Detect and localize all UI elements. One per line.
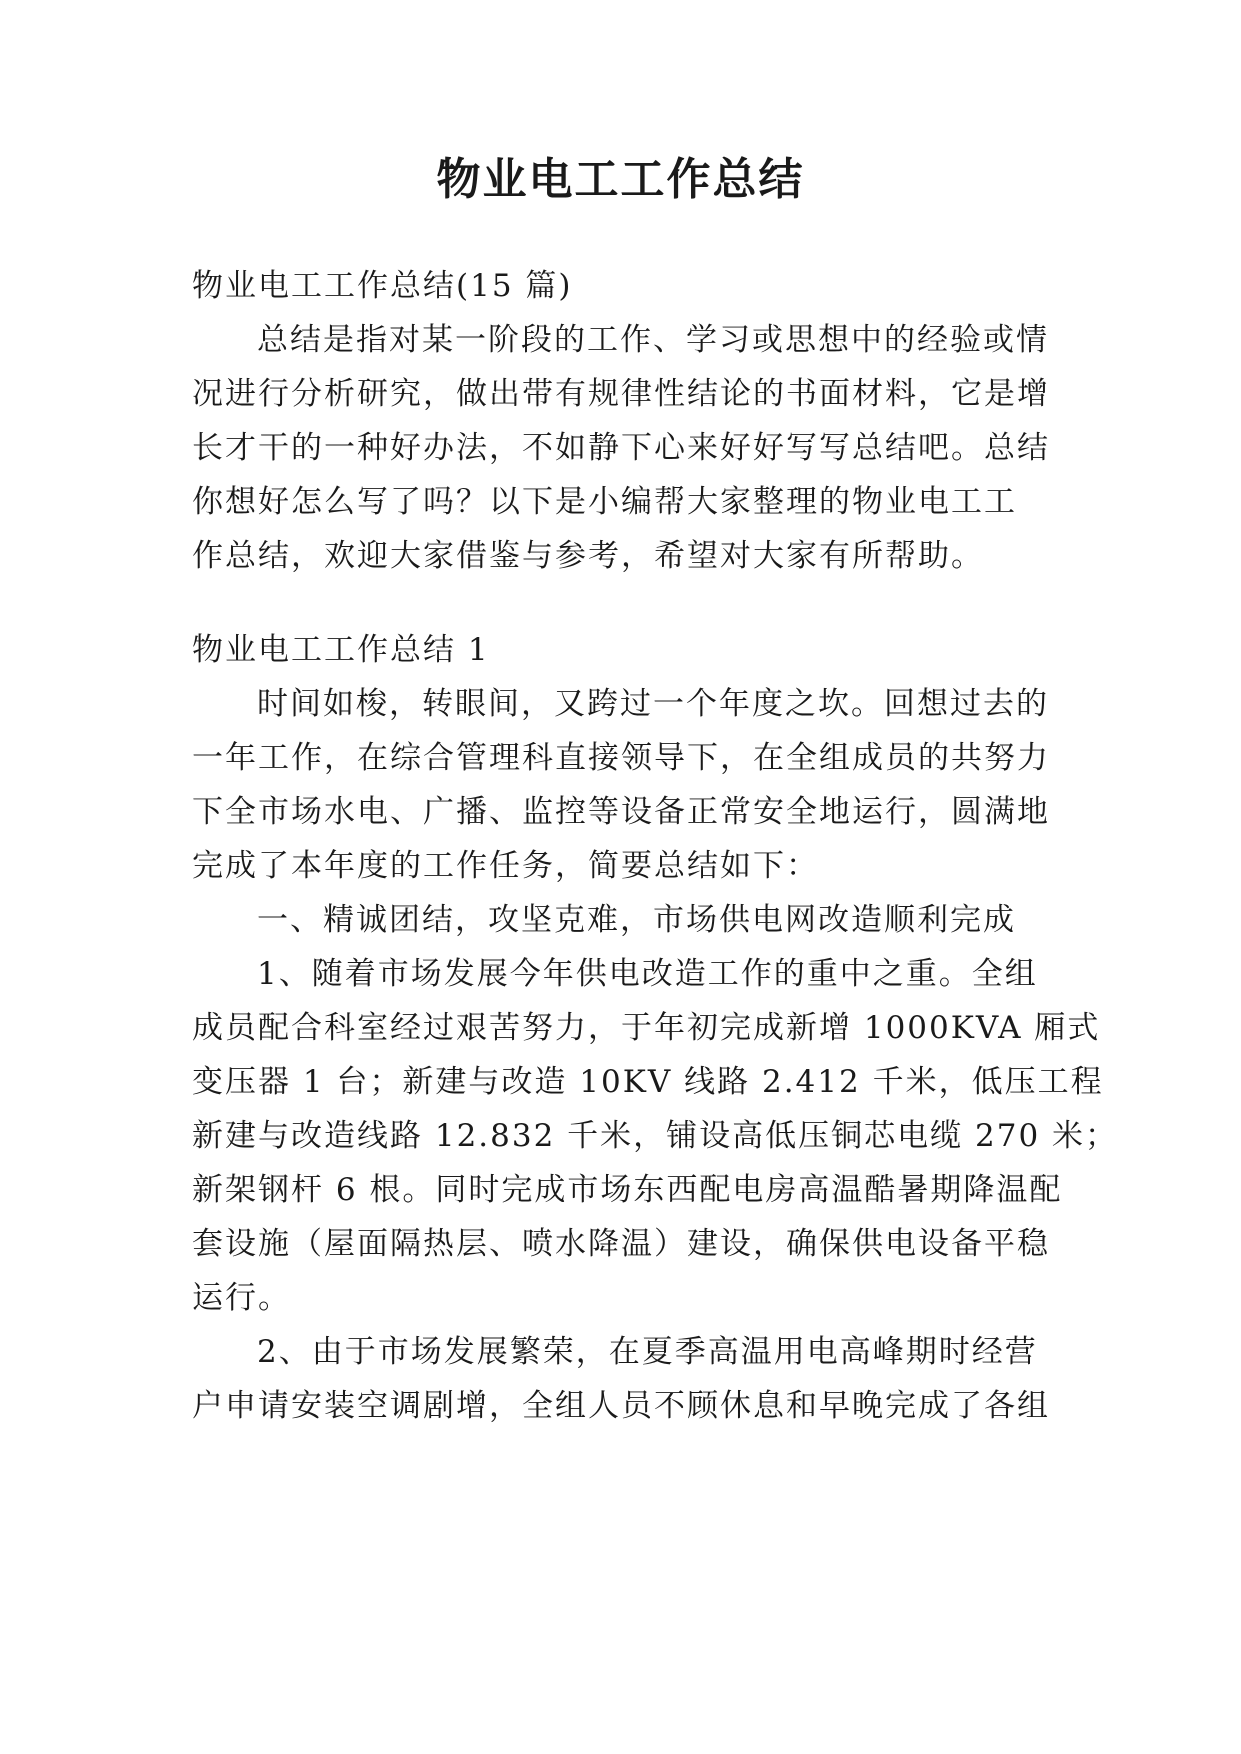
intro-line: 况进行分析研究，做出带有规律性结论的书面材料，它是增 — [192, 376, 1050, 412]
intro-line: 你想好怎么写了吗？以下是小编帮大家整理的物业电工工 — [192, 484, 1017, 520]
body-line: 一年工作，在综合管理科直接领导下，在全组成员的共努力 — [192, 740, 1050, 776]
body-line: 下全市场水电、广播、监控等设备正常安全地运行，圆满地 — [192, 794, 1050, 830]
intro-line: 总结是指对某一阶段的工作、学习或思想中的经验或情 — [257, 322, 1049, 358]
body-line: 完成了本年度的工作任务，简要总结如下： — [192, 848, 819, 884]
body-line: 运行。 — [192, 1280, 291, 1316]
intro-line: 长才干的一种好办法，不如静下心来好好写写总结吧。总结 — [192, 430, 1050, 466]
body-line: 一、精诚团结，攻坚克难，市场供电网改造顺利完成 — [257, 902, 1016, 938]
body-line: 变压器 1 台；新建与改造 10KV 线路 2.412 千米，低压工程 — [192, 1064, 1104, 1100]
body-line: 户申请安装空调剧增，全组人员不顾休息和早晚完成了各组 — [192, 1388, 1050, 1424]
body-line: 套设施（屋面隔热层、喷水降温）建设，确保供电设备平稳 — [192, 1226, 1050, 1262]
document-title: 物业电工工作总结 — [436, 154, 805, 205]
document-subtitle: 物业电工工作总结(15 篇) — [192, 268, 573, 304]
body-line: 新建与改造线路 12.832 千米，铺设高低压铜芯电缆 270 米； — [192, 1118, 1119, 1154]
body-line: 新架钢杆 6 根。同时完成市场东西配电房高温酷暑期降温配 — [192, 1172, 1063, 1208]
body-line: 2、由于市场发展繁荣，在夏季高温用电高峰期时经营 — [257, 1334, 1038, 1370]
body-line: 时间如梭，转眼间，又跨过一个年度之坎。回想过去的 — [257, 686, 1049, 722]
body-line: 1、随着市场发展今年供电改造工作的重中之重。全组 — [257, 956, 1038, 992]
intro-line: 作总结，欢迎大家借鉴与参考，希望对大家有所帮助。 — [192, 538, 984, 574]
section-heading: 物业电工工作总结 1 — [192, 632, 490, 668]
body-line: 成员配合科室经过艰苦努力，于年初完成新增 1000KVA 厢式 — [192, 1010, 1101, 1046]
